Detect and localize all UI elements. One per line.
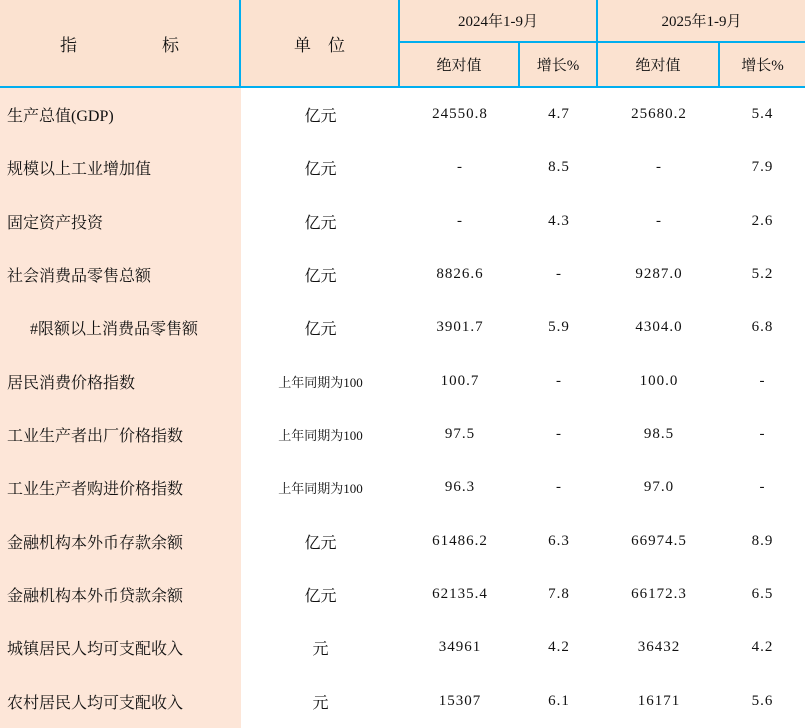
indicator-cell: 固定资产投资 — [0, 195, 241, 248]
header-period-2025: 2025年1-9月 — [598, 0, 805, 43]
abs-2025-cell: 66974.5 — [631, 532, 687, 549]
abs-2024-cell: 3901.7 — [436, 319, 484, 336]
growth-2024-cell: 5.9 — [548, 319, 570, 336]
abs-2024-cell: 8826.6 — [436, 266, 484, 283]
growth-2024-cell: - — [556, 372, 562, 389]
table-row — [0, 675, 805, 728]
abs-2024-cell: 96.3 — [444, 479, 476, 496]
unit-cell: 上年同期为100 — [278, 481, 363, 497]
abs-2025-cell: 25680.2 — [631, 106, 687, 123]
growth-2024-cell: 6.1 — [548, 692, 570, 709]
unit-cell: 亿元 — [304, 321, 337, 339]
abs-2024-cell: - — [457, 212, 463, 229]
table-body — [0, 88, 805, 728]
growth-2024-cell: 8.5 — [548, 159, 570, 176]
growth-2025-cell: - — [759, 479, 766, 496]
abs-2024-cell: 34961 — [438, 639, 482, 656]
growth-2024-cell: 7.8 — [548, 586, 570, 603]
indicator-cell: 城镇居民人均可支配收入 — [0, 621, 241, 674]
abs-2024-cell: 15307 — [438, 692, 482, 709]
header-absolute-2025: 绝对值 — [598, 43, 720, 86]
growth-2024-cell: 4.2 — [548, 639, 570, 656]
indicator-cell: 生产总值(GDP) — [0, 88, 241, 141]
growth-2025-cell: 6.8 — [751, 319, 774, 336]
table-row — [0, 248, 805, 301]
abs-2025-cell: 98.5 — [643, 426, 675, 443]
indicator-cell: 农村居民人均可支配收入 — [0, 675, 241, 728]
table-row — [0, 141, 805, 194]
table-header — [0, 0, 805, 88]
growth-2024-cell: - — [556, 479, 562, 496]
unit-cell: 亿元 — [304, 588, 337, 606]
table-row — [0, 461, 805, 514]
unit-cell: 上年同期为100 — [278, 374, 363, 390]
indicator-cell: 居民消费价格指数 — [0, 355, 241, 408]
growth-2025-cell: 4.2 — [751, 639, 774, 656]
growth-2024-cell: 4.7 — [548, 106, 570, 123]
header-period-2024: 2024年1-9月 — [400, 0, 598, 43]
unit-cell: 亿元 — [304, 534, 337, 552]
growth-2025-cell: 2.6 — [751, 212, 774, 229]
indicator-cell: 金融机构本外币存款余额 — [0, 515, 241, 568]
abs-2024-cell: 61486.2 — [432, 532, 488, 549]
growth-2024-cell: 6.3 — [548, 532, 570, 549]
unit-cell: 上年同期为100 — [278, 428, 363, 444]
header-absolute-2024: 绝对值 — [400, 43, 520, 86]
header-unit: 单 位 — [241, 0, 400, 86]
growth-2024-cell: 4.3 — [548, 212, 570, 229]
abs-2025-cell: 100.0 — [639, 372, 679, 389]
abs-2025-cell: - — [656, 212, 662, 229]
abs-2025-cell: 36432 — [637, 639, 681, 656]
abs-2024-cell: 24550.8 — [432, 106, 488, 123]
growth-2025-cell: 5.2 — [751, 266, 774, 283]
growth-2025-cell: - — [759, 372, 766, 389]
table-row — [0, 301, 805, 354]
growth-2025-cell: 5.4 — [751, 106, 774, 123]
abs-2025-cell: 97.0 — [643, 479, 675, 496]
abs-2024-cell: - — [457, 159, 463, 176]
growth-2025-cell: 5.6 — [751, 692, 774, 709]
abs-2025-cell: 9287.0 — [635, 266, 683, 283]
unit-cell: 亿元 — [304, 108, 337, 126]
growth-2025-cell: 7.9 — [751, 159, 774, 176]
table-row — [0, 88, 805, 141]
unit-cell: 亿元 — [304, 268, 337, 286]
indicator-cell: 工业生产者出厂价格指数 — [0, 408, 241, 461]
header-indicator: 指 标 — [0, 0, 241, 86]
table-row — [0, 515, 805, 568]
abs-2024-cell: 100.7 — [440, 372, 480, 389]
abs-2025-cell: - — [656, 159, 662, 176]
growth-2025-cell: 6.5 — [751, 586, 774, 603]
indicator-cell: 金融机构本外币贷款余额 — [0, 568, 241, 621]
table-row — [0, 621, 805, 674]
growth-2025-cell: 8.9 — [751, 532, 774, 549]
unit-cell: 元 — [312, 694, 329, 712]
unit-cell: 亿元 — [304, 214, 337, 232]
unit-cell: 元 — [312, 641, 329, 659]
indicator-cell: 社会消费品零售总额 — [0, 248, 241, 301]
growth-2024-cell: - — [556, 266, 562, 283]
unit-cell: 亿元 — [304, 161, 337, 179]
table-row — [0, 408, 805, 461]
table-row — [0, 568, 805, 621]
abs-2025-cell: 16171 — [637, 692, 681, 709]
header-growth-2025: 增长% — [741, 58, 784, 74]
table-row — [0, 355, 805, 408]
abs-2025-cell: 4304.0 — [635, 319, 683, 336]
growth-2024-cell: - — [556, 426, 562, 443]
abs-2024-cell: 97.5 — [444, 426, 476, 443]
indicator-cell: #限额以上消费品零售额 — [0, 301, 241, 354]
table-row — [0, 195, 805, 248]
header-growth-2024: 增长% — [520, 43, 598, 86]
growth-2025-cell: - — [759, 426, 766, 443]
abs-2025-cell: 66172.3 — [631, 586, 687, 603]
indicator-cell: 规模以上工业增加值 — [0, 141, 241, 194]
indicator-cell: 工业生产者购进价格指数 — [0, 461, 241, 514]
abs-2024-cell: 62135.4 — [432, 586, 488, 603]
